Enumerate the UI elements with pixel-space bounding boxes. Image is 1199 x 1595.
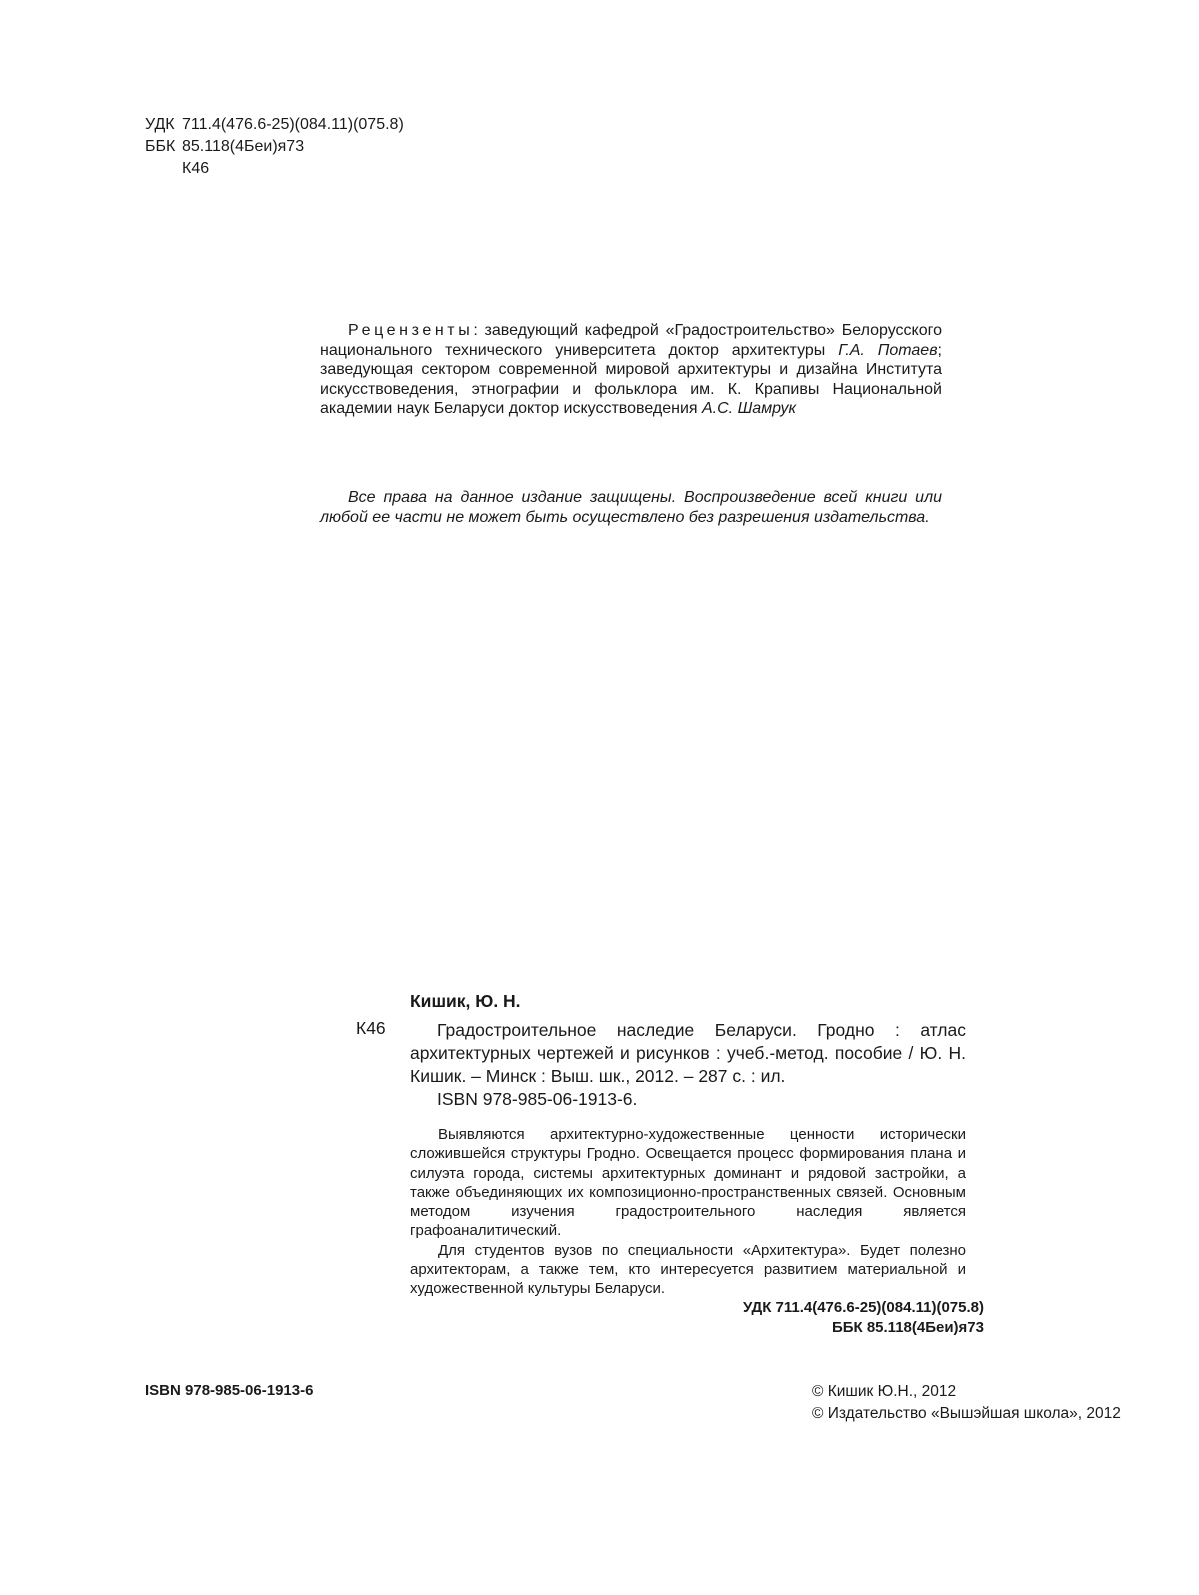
bbk-row — [145, 136, 465, 158]
udk-row — [145, 114, 465, 136]
reviewers-text-1: : заведующий кафедрой «Градостроительство» Белорусского национального технического университета доктор архитектуры — [320, 322, 942, 359]
author-sign: К46 — [182, 160, 210, 177]
copyright-block — [812, 1381, 1121, 1425]
copyright-publisher: © Издательство «Вышэйшая школа», 2012 — [812, 1405, 1121, 1422]
annotation-block — [410, 1125, 966, 1299]
reviewers-label: Рецензенты — [348, 322, 474, 339]
reviewer-name-1: Г.А. Потаев — [838, 341, 938, 359]
bibliographic-sign: К46 — [356, 1018, 386, 1038]
bibliographic-author: Кишик, Ю. Н. — [410, 991, 521, 1011]
reviewers-text-2: ; заведующая сектором современной мировой архитектуры и дизайна Института искусствоведения, этнографии и фольклора им. К. Крапивы Национальной академии наук Беларуси доктор искусствоведения — [320, 341, 942, 417]
bibliographic-isbn: ISBN 978-985-06-1913-6. — [437, 1089, 638, 1109]
classification-bottom — [743, 1298, 984, 1338]
rights-notice-text: Все права на данное издание защищены. Воспроизведение всей книги или любой ее части не может быть осуществлено без разрешения издательства. — [320, 489, 942, 526]
bbk-bottom: ББК 85.118(4Беи)я73 — [831, 1319, 984, 1336]
udk-bottom: УДК 711.4(476.6-25)(084.11)(075.8) — [742, 1299, 984, 1316]
classification-block — [145, 114, 465, 180]
annotation-paragraph-1: Выявляются архитектурно-художественные ценности исторически сложившейся структуры Гродно. Освещается процесс формирования плана и силуэта города, системы архитектурных доминант и рядовой застройки, а также объединяющих их композиционно-пространственных связей. Основным методом изучения градостроительного наследия является графоаналитический. — [410, 1126, 966, 1240]
bbk-label: ББК — [145, 138, 176, 155]
udk-value: 711.4(476.6-25)(084.11)(075.8) — [182, 116, 404, 133]
annotation-paragraph-2: Для студентов вузов по специальности «Архитектура». Будет полезно архитекторам, а также тем, кто интересуется развитием материальной и художественной культуры Беларуси. — [410, 1241, 966, 1298]
bbk-value: 85.118(4Беи)я73 — [182, 138, 305, 155]
reviewers-paragraph — [320, 321, 942, 419]
bibliographic-entry-text: Градостроительное наследие Беларуси. Гродно : атлас архитектурных чертежей и рисунков : учеб.-метод. пособие / Ю. Н. Кишик. – Минск : Выш. шк., 2012. – 287 с. : ил. — [410, 1020, 966, 1086]
copyright-author: © Кишик Ю.Н., 2012 — [812, 1383, 957, 1400]
isbn-bottom: ISBN 978-985-06-1913-6 — [145, 1382, 314, 1399]
reviewer-name-2: А.С. Шамрук — [702, 400, 797, 417]
rights-notice — [320, 488, 942, 528]
udk-label: УДК — [145, 116, 175, 133]
bibliographic-entry — [410, 1019, 966, 1088]
